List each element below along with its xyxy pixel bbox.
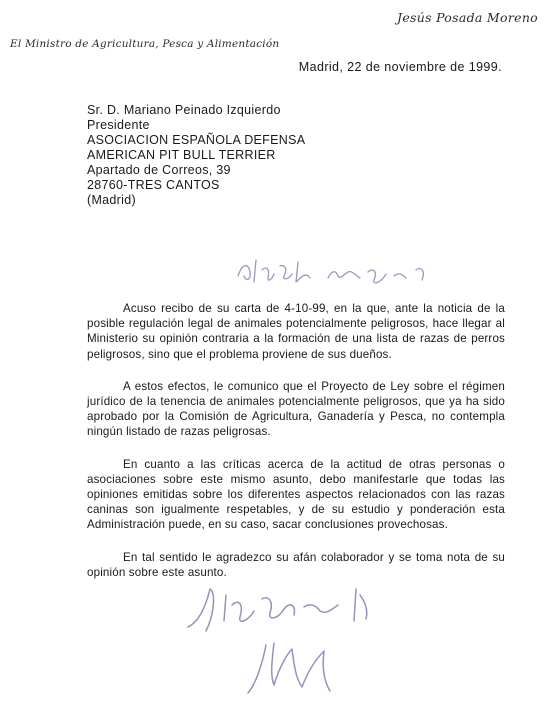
paragraph-closing: En tal sentido le agradezco su afán colaborador y se toma nota de su opinión sobre este asunto. bbox=[87, 550, 505, 579]
recipient-city: 28760-TRES CANTOS bbox=[87, 178, 220, 192]
paragraph-acknowledgement: Acuso recibo de su carta de 4-10-99, en la que, ante la noticia de la posible regulación legal de animales potencialmente peligrosos, hace llegar al Ministerio su opinión contraria a la formación de una lista de razas de perros peligrosos, sino que el problema proviene de sus dueños. bbox=[87, 302, 505, 361]
recipient-organization-line-2: AMERICAN PIT BULL TERRIER bbox=[87, 148, 276, 162]
recipient-title: Presidente bbox=[87, 118, 150, 132]
letterhead: El Ministro de Agricultura, Pesca y Alimentación bbox=[10, 38, 280, 50]
recipient-organization: ASOCIACION ESPAÑOLA DEFENSA bbox=[87, 133, 306, 147]
recipient-name: Sr. D. Mariano Peinado Izquierdo bbox=[87, 103, 281, 117]
letter-body bbox=[87, 301, 505, 597]
handwritten-salutation bbox=[232, 252, 442, 292]
paragraph-bill-status: A estos efectos, le comunico que el Proyecto de Ley sobre el régimen jurídico de la tenencia de animales potencialmente peligrosos, que ya ha sido aprobado por la Comisión de Agricultura, Ganadería y Pesca, no contempla ningún listado de razas peligrosas. bbox=[87, 379, 505, 439]
recipient-province: (Madrid) bbox=[87, 193, 136, 207]
letter-date: Madrid, 22 de noviembre de 1999. bbox=[298, 60, 502, 74]
handwritten-signature bbox=[170, 575, 400, 705]
recipient-address bbox=[87, 103, 305, 208]
sender-name: Jesús Posada Moreno bbox=[397, 10, 538, 25]
recipient-po-box: Apartado de Correos, 39 bbox=[87, 163, 231, 177]
paragraph-criticisms: En cuanto a las críticas acerca de la actitud de otras personas o asociaciones sobre este mismo asunto, debo manifestarle que todas las opiniones emitidas sobre los diferentes aspectos relacionados con las razas caninas son igualmente respetables, y de su estudio y ponderación esta Administración puede, en su caso, sacar conclusiones provechosas. bbox=[87, 457, 505, 532]
